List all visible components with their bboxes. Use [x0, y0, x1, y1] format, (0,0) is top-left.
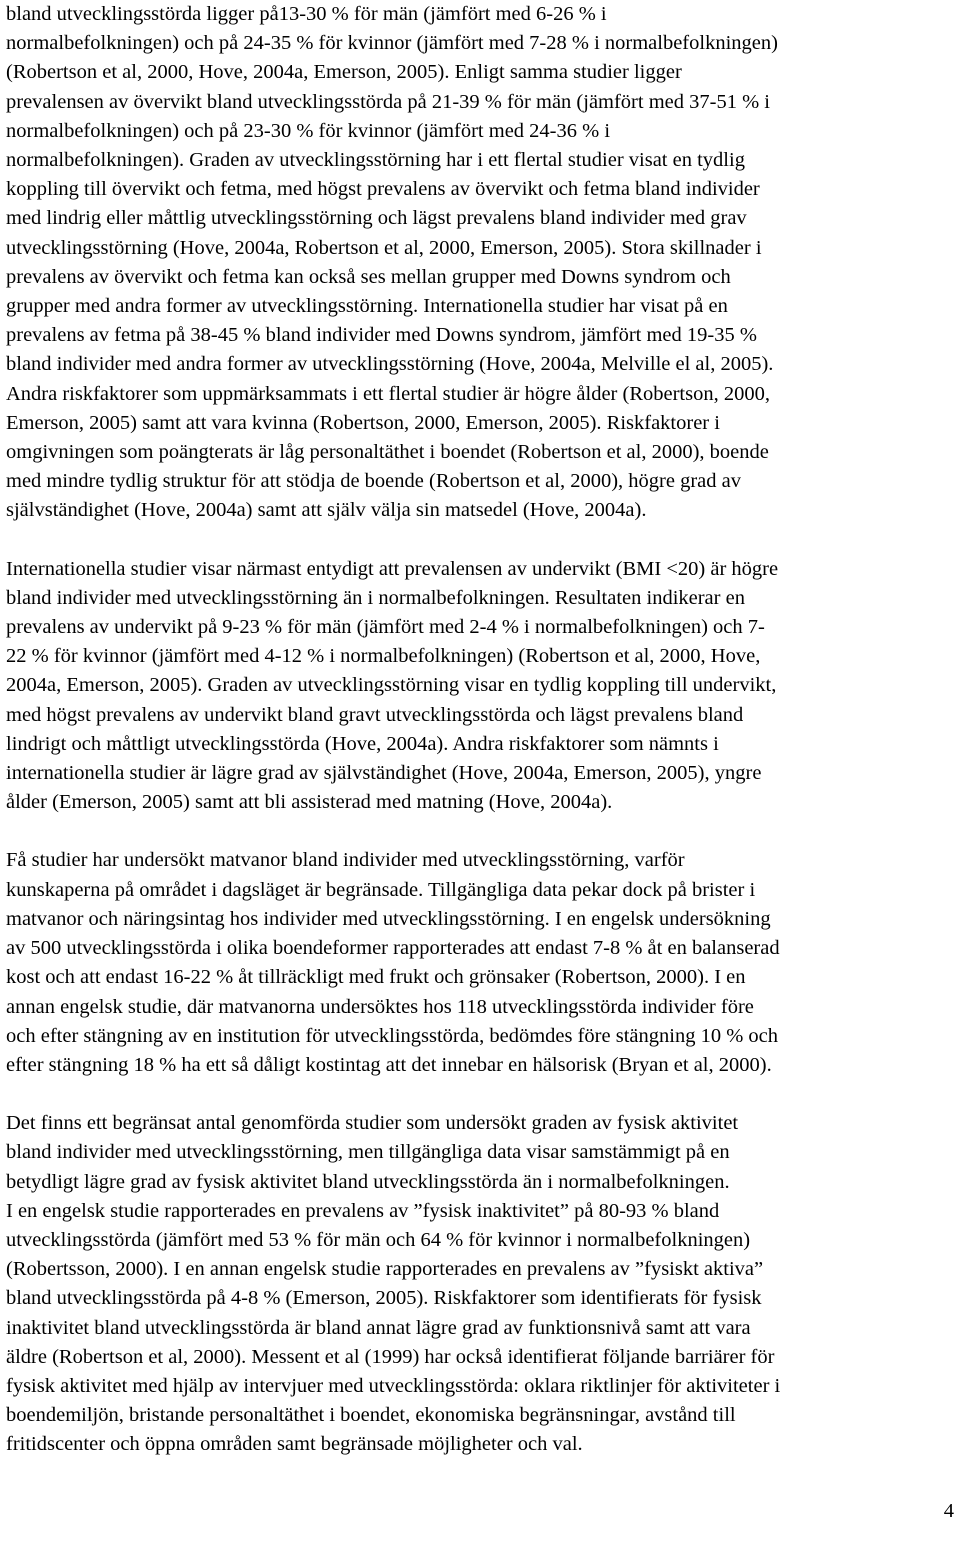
document-page [6, 0, 960, 1460]
text-line: Få studier har undersökt matvanor bland individer med utvecklingsstörning, varför [6, 849, 685, 872]
text-line: betydligt lägre grad av fysisk aktivitet bland utvecklingsstörda än i normalbefolkningen. [6, 1170, 730, 1193]
text-line: prevalens av undervikt på 9-23 % för män (jämfört med 2-4 % i normalbefolkningen) och 7- [6, 616, 765, 639]
text-line: normalbefolkningen). Graden av utvecklingsstörning har i ett flertal studier visat en tydlig [6, 149, 745, 172]
text-line: (Robertson et al, 2000, Hove, 2004a, Emerson, 2005). Enligt samma studier ligger [6, 61, 682, 84]
paragraph-4 [6, 1109, 960, 1459]
text-line: omgivningen som poängterats är låg personaltäthet i boendet (Robertson et al, 2000), boende [6, 441, 769, 464]
text-line: bland utvecklingsstörda på 4-8 % (Emerson, 2005). Riskfaktorer som identifierats för fysisk [6, 1287, 762, 1310]
text-line: normalbefolkningen) och på 23-30 % för kvinnor (jämfört med 24-36 % i [6, 119, 611, 142]
text-line: utvecklingsstörda (jämfört med 53 % för män och 64 % för kvinnor i normalbefolkningen) [6, 1228, 751, 1251]
text-line: kunskaperna på området i dagsläget är begränsade. Tillgängliga data pekar dock på brister i [6, 878, 756, 901]
text-line: Andra riskfaktorer som uppmärksammats i ett flertal studier är högre ålder (Robertson, 2000, [6, 382, 770, 405]
text-line: 22 % för kvinnor (jämfört med 4-12 % i normalbefolkningen) (Robertson et al, 2000, Hove, [6, 645, 761, 668]
paragraph-3 [6, 846, 960, 1080]
text-line: I en engelsk studie rapporterades en prevalens av ”fysisk inaktivitet” på 80-93 % bland [6, 1199, 720, 1222]
text-line: normalbefolkningen) och på 24-35 % för kvinnor (jämfört med 7-28 % i normalbefolkningen) [6, 32, 778, 55]
text-line: bland individer med andra former av utvecklingsstörning (Hove, 2004a, Melville el al, 2005). [6, 353, 774, 376]
text-line: koppling till övervikt och fetma, med högst prevalens av övervikt och fetma bland individer [6, 178, 760, 201]
text-line: av 500 utvecklingsstörda i olika boendeformer rapporterades att endast 7-8 % åt en balanserad [6, 937, 780, 960]
text-line: inaktivitet bland utvecklingsstörda är bland annat lägre grad av funktionsnivå samt att vara [6, 1316, 751, 1339]
text-line: Det finns ett begränsat antal genomförda studier som undersökt graden av fysisk aktivitet [6, 1112, 739, 1135]
text-line: lindrigt och måttligt utvecklingsstörda (Hove, 2004a). Andra riskfaktorer som nämnts i [6, 732, 719, 755]
text-line: med högst prevalens av undervikt bland gravt utvecklingsstörda och lägst prevalens bland [6, 703, 744, 726]
paragraph-gap [6, 1080, 960, 1109]
text-line: Internationella studier visar närmast entydigt att prevalensen av undervikt (BMI <20) är högre [6, 557, 779, 580]
paragraph-gap [6, 526, 960, 555]
text-line: prevalensen av övervikt bland utvecklingsstörda på 21-39 % för män (jämfört med 37-51 % i [6, 90, 770, 113]
text-line: grupper med andra former av utvecklingsstörning. Internationella studier har visat på en [6, 295, 728, 318]
paragraph-gap [6, 817, 960, 846]
text-line: matvanor och näringsintag hos individer med utvecklingsstörning. I en engelsk undersökning [6, 907, 771, 930]
text-line: annan engelsk studie, där matvanorna undersöktes hos 118 utvecklingsstörda individer före [6, 995, 754, 1018]
text-line: och efter stängning av en institution för utvecklingsstörda, bedömdes före stängning 10 % och [6, 1024, 778, 1047]
text-line: bland utvecklingsstörda ligger på13-30 % för män (jämfört med 6-26 % i [6, 3, 607, 25]
text-line: kost och att endast 16-22 % åt tillräckligt med frukt och grönsaker (Robertson, 2000). I en [6, 966, 746, 989]
text-line: (Robertsson, 2000). I en annan engelsk studie rapporterades en prevalens av ”fysiskt aktiva” [6, 1258, 764, 1281]
text-line: efter stängning 18 % ha ett så dåligt kostintag att det innebar en hälsorisk (Bryan et al, 2000). [6, 1053, 772, 1076]
paragraph-2 [6, 555, 960, 818]
text-line: med lindrig eller måttlig utvecklingsstörning och lägst prevalens bland individer med grav [6, 207, 747, 230]
text-line: prevalens av fetma på 38-45 % bland individer med Downs syndrom, jämfört med 19-35 % [6, 324, 757, 347]
text-line: ålder (Emerson, 2005) samt att bli assisterad med matning (Hove, 2004a). [6, 791, 613, 814]
text-line: fysisk aktivitet med hjälp av intervjuer med utvecklingsstörda: oklara riktlinjer för aktiviteter i [6, 1374, 781, 1397]
page-number: 4 [943, 1500, 954, 1522]
text-line: boendemiljön, bristande personaltäthet i boendet, ekonomiska begränsningar, avstånd till [6, 1404, 736, 1427]
text-line: internationella studier är lägre grad av självständighet (Hove, 2004a, Emerson, 2005), yngre [6, 762, 762, 785]
text-line: bland individer med utvecklingsstörning, men tillgängliga data visar samstämmigt på en [6, 1141, 730, 1164]
text-line: äldre (Robertson et al, 2000). Messent et al (1999) har också identifierat följande barriärer för [6, 1345, 775, 1368]
text-line: utvecklingsstörning (Hove, 2004a, Robertson et al, 2000, Emerson, 2005). Stora skillnader i [6, 236, 762, 259]
paragraph-1 [6, 0, 960, 526]
text-line: fritidscenter och öppna områden samt begränsade möjligheter och val. [6, 1433, 583, 1456]
text-line: prevalens av övervikt och fetma kan också ses mellan grupper med Downs syndrom och [6, 265, 731, 288]
text-line: Emerson, 2005) samt att vara kvinna (Robertson, 2000, Emerson, 2005). Riskfaktorer i [6, 411, 720, 434]
text-line: självständighet (Hove, 2004a) samt att själv välja sin matsedel (Hove, 2004a). [6, 499, 647, 522]
text-line: bland individer med utvecklingsstörning än i normalbefolkningen. Resultaten indikerar en [6, 586, 745, 609]
text-line: med mindre tydlig struktur för att stödja de boende (Robertson et al, 2000), högre grad av [6, 470, 741, 493]
text-line: 2004a, Emerson, 2005). Graden av utvecklingsstörning visar en tydlig koppling till undervikt, [6, 674, 777, 697]
